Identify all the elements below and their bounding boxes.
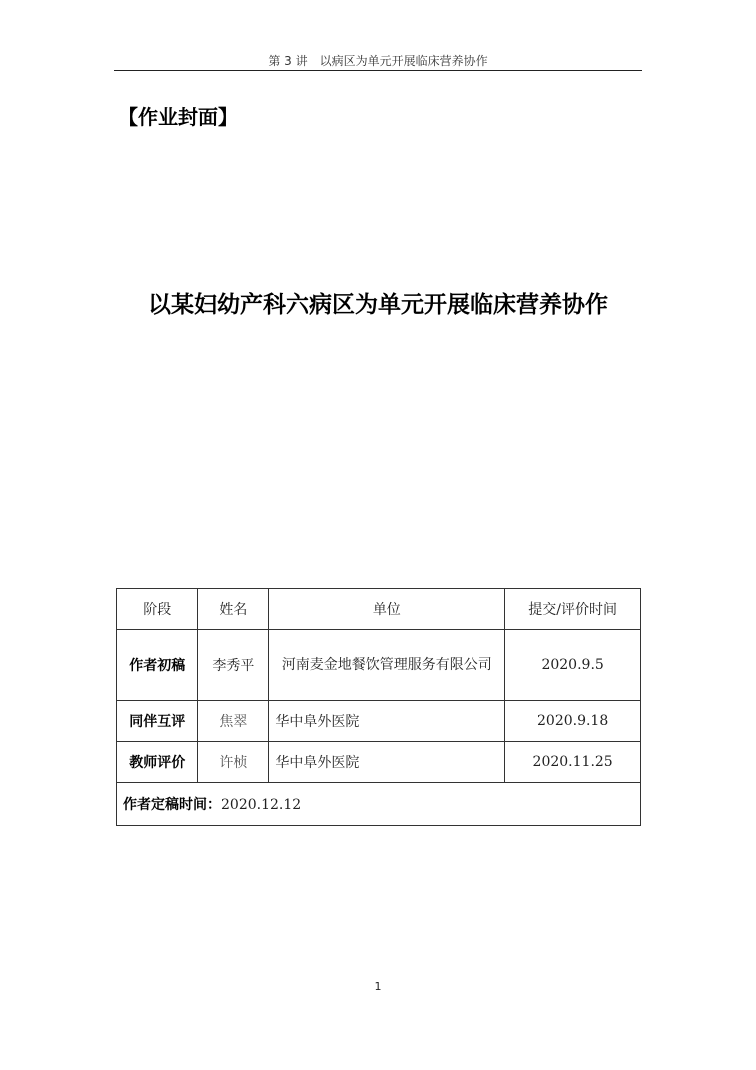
row-name: 李秀平 [198, 630, 269, 701]
final-date-label: 作者定稿时间： [123, 797, 221, 813]
row-unit: 华中阜外医院 [269, 742, 505, 783]
final-date-row [117, 783, 641, 826]
row-date: 2020.9.18 [505, 701, 641, 742]
header-unit: 单位 [269, 589, 505, 630]
header-divider [114, 70, 642, 71]
table-row [117, 701, 641, 742]
cover-info-table [116, 588, 641, 826]
header-date: 提交/评价时间 [505, 589, 641, 630]
row-date: 2020.11.25 [505, 742, 641, 783]
table-row [117, 630, 641, 701]
page-number: 1 [374, 980, 382, 993]
document-title: 以某妇幼产科六病区为单元开展临床营养协作 [148, 292, 608, 318]
header-name: 姓名 [198, 589, 269, 630]
row-name: 焦翠 [198, 701, 269, 742]
row-unit: 华中阜外医院 [269, 701, 505, 742]
final-date-value: 2020.12.12 [221, 797, 302, 813]
section-label: 【作业封面】 [118, 105, 238, 129]
table-row [117, 742, 641, 783]
final-date-cell [117, 783, 641, 826]
row-stage: 教师评价 [117, 742, 198, 783]
row-unit: 河南麦金地餐饮管理服务有限公司 [269, 630, 505, 701]
table-header-row [117, 589, 641, 630]
header-stage: 阶段 [117, 589, 198, 630]
running-header: 第 3 讲 以病区为单元开展临床营养协作 [268, 54, 488, 68]
row-date: 2020.9.5 [505, 630, 641, 701]
row-name: 许桢 [198, 742, 269, 783]
row-stage: 作者初稿 [117, 630, 198, 701]
row-stage: 同伴互评 [117, 701, 198, 742]
